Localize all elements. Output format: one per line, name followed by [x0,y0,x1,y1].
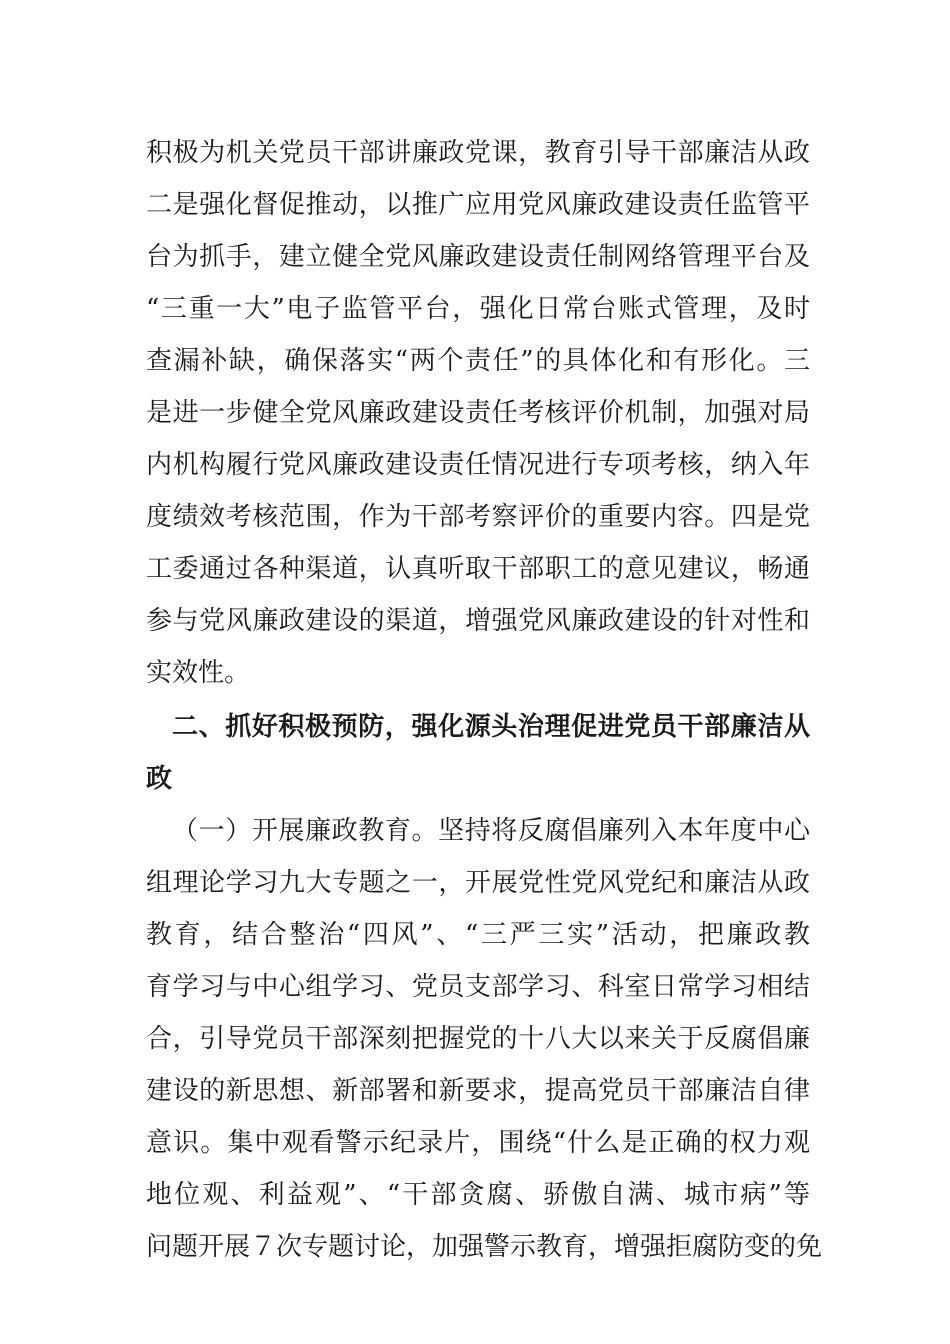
paragraph-line: 实效性。 [146,658,251,688]
paragraph-line: 查漏补缺，确保落实“两个责任”的具体化和有形化。三 [146,346,810,376]
paragraph-line: 台为抓手，建立健全党风廉政建设责任制网络管理平台及 [146,242,810,272]
paragraph-line: 是进一步健全党风廉政建设责任考核评价机制，加强对局 [146,398,810,428]
paragraph-line: 二是强化督促推动，以推广应用党风廉政建设责任监管平 [146,190,810,220]
paragraph-line: 问题开展７次专题讨论，加强警示教育，增强拒腐防变的免 [146,1232,823,1262]
paragraph-line: 教育，结合整治“四风”、“三严三实”活动，把廉政教 [146,920,810,950]
paragraph-line: 积极为机关党员干部讲廉政党课，教育引导干部廉洁从政 [146,138,810,168]
paragraph-line: 组理论学习九大专题之一，开展党性党风党纪和廉洁从政 [146,868,810,898]
paragraph-line: 内机构履行党风廉政建设责任情况进行专项考核，纳入年 [146,450,810,480]
paragraph-line: 育学习与中心组学习、党员支部学习、科室日常学习相结 [146,972,810,1002]
paragraph-line: 参与党风廉政建设的渠道，增强党风廉政建设的针对性和 [146,606,810,636]
paragraph-line: 意识。集中观看警示纪录片，围绕“什么是正确的权力观 [146,1128,810,1158]
section-heading: 二、抓好积极预防，强化源头治理促进党员干部廉洁从 [172,712,810,742]
paragraph-line: “三重一大”电子监管平台，强化日常台账式管理，及时 [146,294,810,324]
paragraph-line: 度绩效考核范围，作为干部考察评价的重要内容。四是党 [146,502,810,532]
paragraph-line: 建设的新思想、新部署和新要求，提高党员干部廉洁自律 [146,1076,810,1106]
paragraph-line: 合，引导党员干部深刻把握党的十八大以来关于反腐倡廉 [146,1024,810,1054]
paragraph-line: 工委通过各种渠道，认真听取干部职工的意见建议，畅通 [146,554,810,584]
section-heading-continued: 政 [146,764,173,794]
paragraph-line: 地位观、利益观”、“干部贪腐、骄傲自满、城市病”等 [146,1180,810,1210]
subsection-line: （一）开展廉政教育。坚持将反腐倡廉列入本年度中心 [172,816,810,846]
